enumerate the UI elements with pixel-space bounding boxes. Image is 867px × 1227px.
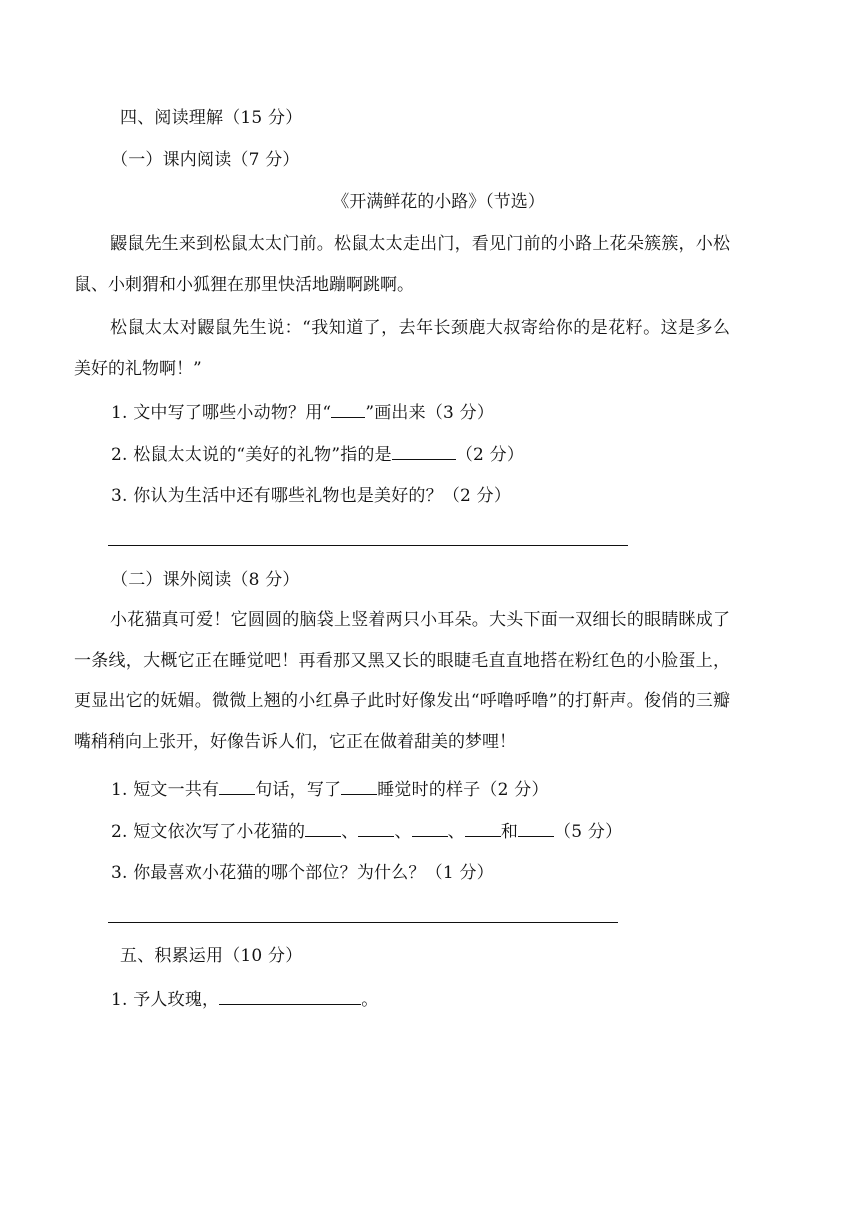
- question-text: 。: [361, 990, 379, 1010]
- answer-line[interactable]: [108, 922, 618, 923]
- section-4-heading: 四、阅读理解（15 分）: [120, 108, 303, 128]
- question-1-text-before: 1. 文中写了哪些小动物？用“: [111, 403, 332, 423]
- answer-blank[interactable]: [412, 821, 448, 837]
- separator: 、: [447, 822, 465, 842]
- answer-line[interactable]: [108, 545, 628, 546]
- question-text: 句话，写了: [255, 780, 342, 800]
- part-1-question-2: [111, 444, 524, 465]
- question-text: 1. 予人玫瑰，: [111, 990, 220, 1010]
- answer-blank[interactable]: [518, 821, 554, 837]
- answer-blank[interactable]: [358, 821, 394, 837]
- answer-blank[interactable]: [465, 821, 501, 837]
- answer-blank[interactable]: [219, 779, 255, 795]
- answer-blank[interactable]: [392, 444, 456, 460]
- question-text: 2. 短文依次写了小花猫的: [111, 822, 306, 842]
- passage-paragraph-3: 小花猫真可爱！它圆圆的脑袋上竖着两只小耳朵。大头下面一双细长的眼睛眯成了一条线，大概它正在睡觉吧！再看那又黑又长的眼睫毛直直地搭在粉红色的小脸蛋上，更显出它的妩媚。微微上翘的小红鼻子此时好像发出“呼噜呼噜”的打鼾声。俊俏的三瓣嘴稍稍向上张开，好像告诉人们，它正在做着甜美的梦哩！: [74, 610, 730, 752]
- part-2-question-2: [111, 821, 622, 842]
- separator: 、: [341, 822, 359, 842]
- question-text: 1. 短文一共有: [111, 780, 220, 800]
- part-1-heading: （一）课内阅读（7 分）: [111, 150, 300, 170]
- question-2-text-before: 2. 松鼠太太说的“美好的礼物”指的是: [111, 445, 392, 465]
- answer-blank[interactable]: [331, 402, 365, 418]
- part-2-heading: （二）课外阅读（8 分）: [111, 570, 300, 590]
- part-1-question-3: 3. 你认为生活中还有哪些礼物也是美好的？（2 分）: [111, 486, 512, 506]
- question-2-text-after: （2 分）: [455, 445, 525, 465]
- answer-blank[interactable]: [341, 779, 377, 795]
- question-text: （5 分）: [554, 822, 623, 842]
- answer-blank[interactable]: [305, 821, 341, 837]
- section-5-question-1: [111, 989, 378, 1010]
- section-5-heading: 五、积累运用（10 分）: [120, 946, 303, 966]
- separator: 、: [394, 822, 412, 842]
- question-text: 睡觉时的样子（2 分）: [377, 780, 549, 800]
- passage-paragraph-1: 鼹鼠先生来到松鼠太太门前。松鼠太太走出门，看见门前的小路上花朵簇簇，小松鼠、小刺猬和小狐狸在那里快活地蹦啊跳啊。: [74, 234, 730, 295]
- part-2-question-3: 3. 你最喜欢小花猫的哪个部位？为什么？（1 分）: [111, 863, 494, 883]
- part-2-question-1: [111, 779, 549, 800]
- question-1-text-after: ”画出来（3 分）: [365, 403, 495, 423]
- passage-title: 《开满鲜花的小路》（节选）: [332, 192, 545, 212]
- conjunction: 和: [500, 822, 519, 842]
- answer-blank[interactable]: [219, 989, 361, 1005]
- passage-paragraph-2: 松鼠太太对鼹鼠先生说：“我知道了，去年长颈鹿大叔寄给你的是花籽。这是多么美好的礼物啊！”: [74, 318, 730, 379]
- part-1-question-1: [111, 402, 494, 423]
